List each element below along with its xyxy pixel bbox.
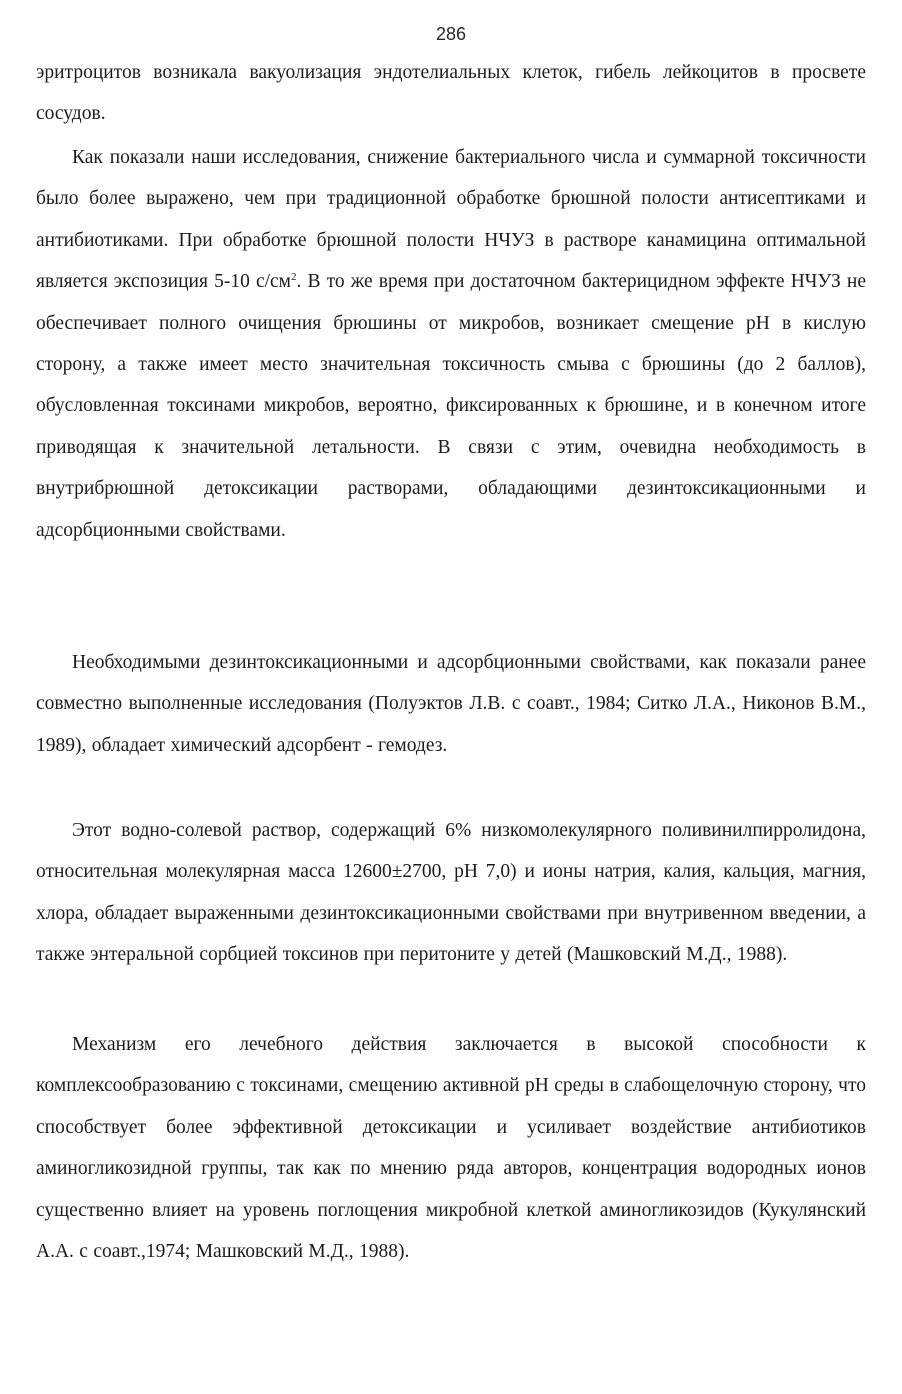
paragraph-block-5 (36, 1024, 866, 1272)
paragraph-block-2 (36, 137, 866, 551)
paragraph-2 (36, 137, 866, 551)
paragraph-block-3 (36, 642, 866, 766)
paragraph-2-part-b: . В то же время при достаточном бактерицидном эффекте НЧУЗ не обеспечивает полного очищения брюшины от микробов, возникает смещение pH в кислую сторону, а также имеет место значительная токсичность смыва с брюшины (до 2 баллов), обусловленная токсинами микробов, вероятно, фиксированных к брюшине, и в конечном итоге приводящая к значительной летальности. В связи с этим, очевидна необходимость в внутрибрюшной детоксикации растворами, обладающими дезинтоксикационными и адсорбционными свойствами. (36, 271, 866, 541)
paragraph-continuation-block (36, 52, 866, 135)
superscript-squared: 2 (291, 271, 297, 284)
paragraph-block-4 (36, 810, 866, 976)
page-number: 286 (435, 24, 467, 44)
paragraph-5: Механизм его лечебного действия заключается в высокой способности к комплексообразованию с токсинами, смещению активной pH среды в слабощелочную сторону, что способствует более эффективной детоксикации и усиливает воздействие антибиотиков аминогликозидной группы, так как по мнению ряда авторов, концентрация водородных ионов существенно влияет на уровень поглощения микробной клеткой аминогликозидов (Кукулянский А.А. с соавт.,1974; Машковский М.Д., 1988). (36, 1034, 866, 1263)
paragraph-2-part-a: Как показали наши исследования, снижение бактериального числа и суммарной токсичности было более выражено, чем при традиционной обработке брюшной полости антисептиками и антибиотиками. При обработке брюшной полости НЧУЗ в растворе канамицина оптимальной является экспозиция 5-10 с/см (36, 147, 866, 293)
paragraph-4: Этот водно-солевой раствор, содержащий 6% низкомолекулярного поливинилпирролидона, относительная молекулярная масса 12600±2700, pH 7,0) и ионы натрия, калия, кальция, магния, хлора, обладает выраженными дезинтоксикационными свойствами при внутривенном введении, а также энтеральной сорбцией токсинов при перитоните у детей (Машковский М.Д., 1988). (36, 820, 866, 966)
paragraph-3: Необходимыми дезинтоксикационными и адсорбционными свойствами, как показали ранее совместно выполненные исследования (Полуэктов Л.В. с соавт., 1984; Ситко Л.А., Никонов В.М., 1989), обладает химический адсорбент - гемодез. (36, 652, 866, 756)
paragraph-1: эритроцитов возникала вакуолизация эндотелиальных клеток, гибель лейкоцитов в просвете сосудов. (36, 62, 866, 125)
